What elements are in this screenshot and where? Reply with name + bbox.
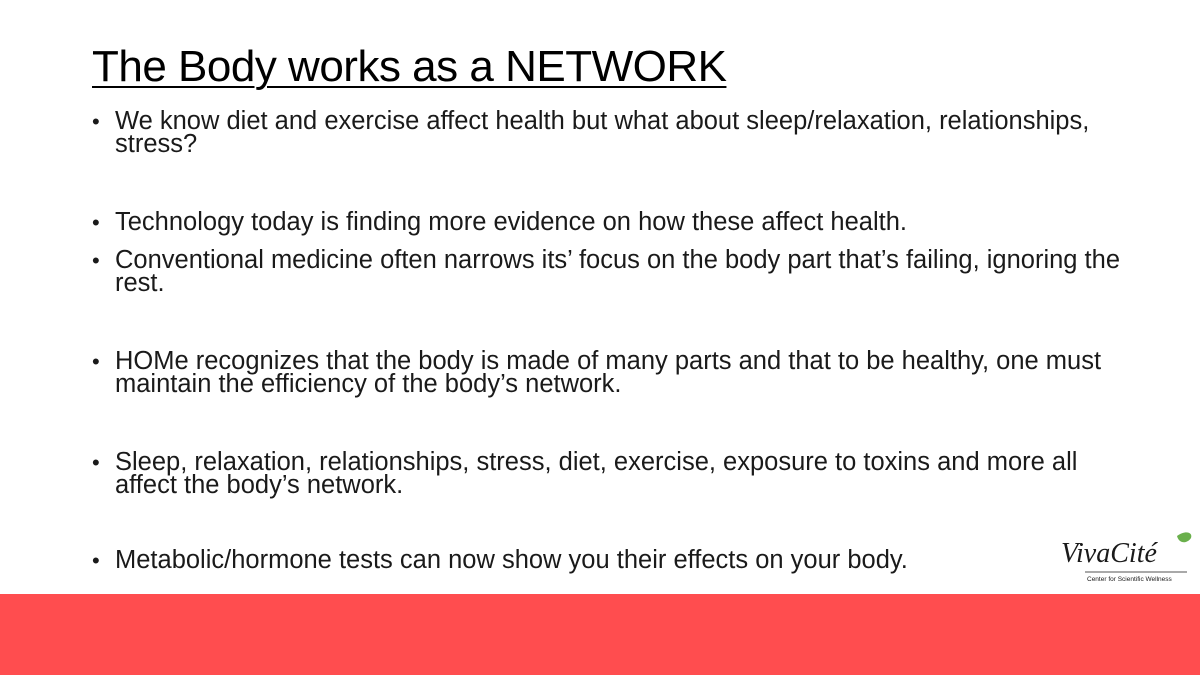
bullet-text: We know diet and exercise affect health but what about sleep/relaxation, relationships, stress?	[115, 107, 1090, 158]
bullet-marker: •	[92, 548, 100, 573]
bullet-item	[92, 107, 1122, 158]
bullet-marker: •	[92, 248, 100, 273]
bullet-marker: •	[92, 450, 100, 475]
bullet-item	[92, 448, 1122, 499]
bullet-text: Metabolic/hormone tests can now show you their effects on your body.	[115, 546, 908, 574]
vivacite-logo-graphic	[1057, 528, 1197, 590]
bullet-item	[92, 246, 1122, 297]
bullet-marker: •	[92, 210, 100, 235]
slide-title: The Body works as a NETWORK	[92, 42, 727, 91]
bullet-item	[92, 208, 1122, 236]
logo-tagline: Center for Scientific Wellness	[1087, 576, 1172, 583]
bullet-text: Sleep, relaxation, relationships, stress, diet, exercise, exposure to toxins and more all affect the body’s network.	[115, 448, 1078, 499]
bullet-marker: •	[92, 349, 100, 374]
bullet-item	[92, 347, 1122, 398]
bullet-text: Conventional medicine often narrows its’ focus on the body part that’s failing, ignoring the rest.	[115, 246, 1121, 297]
bullet-text: Technology today is finding more evidence on how these affect health.	[115, 208, 907, 236]
logo-wordmark: VivaCité	[1061, 538, 1157, 569]
bullet-marker: •	[92, 109, 100, 134]
footer-band	[0, 594, 1200, 675]
leaf-icon	[1177, 532, 1191, 542]
vivacite-logo	[1057, 528, 1197, 590]
bullet-text: HOMe recognizes that the body is made of many parts and that to be healthy, one must maintain the efficiency of the body’s network.	[115, 347, 1102, 398]
bullet-item	[92, 546, 1122, 574]
